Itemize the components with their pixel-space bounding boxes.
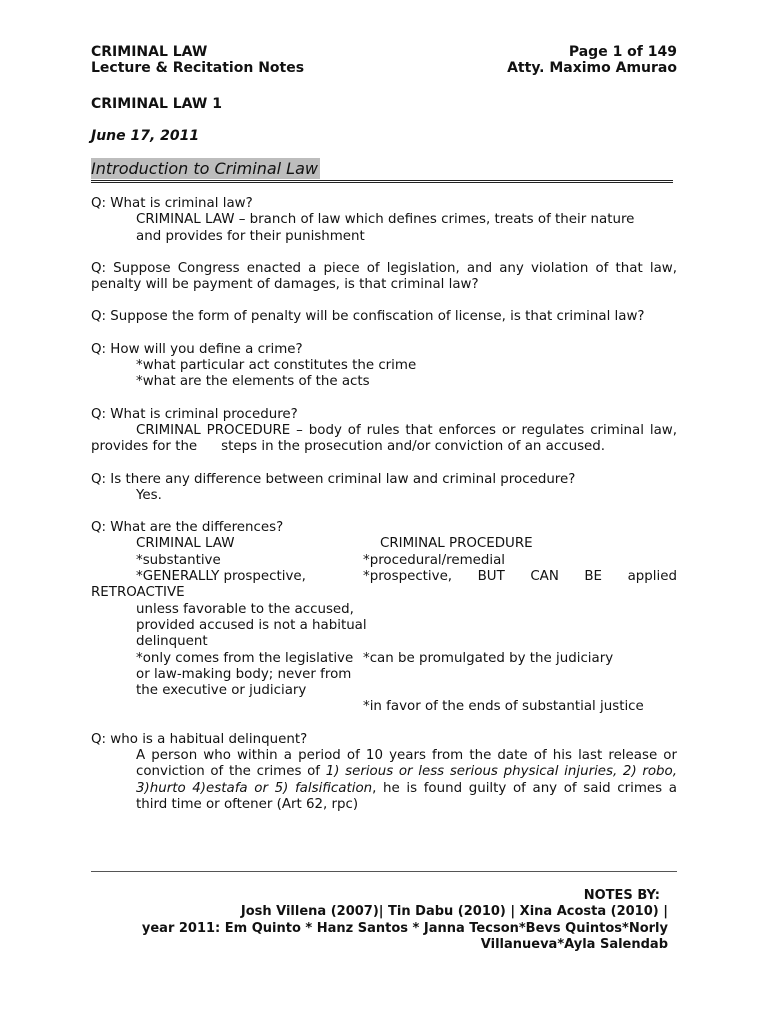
answer-line: CRIMINAL LAW – branch of law which defines crimes, treats of their nature [136,212,635,228]
contributors-line: year 2011: Em Quinto * Hanz Santos * Janna Tecson*Bevs Quintos*Norly [141,920,668,936]
answer-fragment: provides for the [91,439,198,455]
answer-line: CRIMINAL PROCEDURE – body of rules that enforces or regulates criminal law, [136,422,677,438]
comparison-table [91,536,677,715]
column-heading: CRIMINAL PROCEDURE [380,536,533,552]
criminal-law-cell: provided accused is not a habitual [136,617,367,633]
question: Q: Suppose Congress enacted a piece of legislation, and any violation of that law, [91,260,677,276]
question: Q: who is a habitual delinquent? [91,731,308,747]
question: Q: What is criminal procedure? [91,406,298,422]
criminal-law-cell: *only comes from the legislative [136,650,354,666]
lecture-date: June 17, 2011 [91,128,200,144]
word: applied [627,569,677,585]
header-course: CRIMINAL LAW [91,44,208,60]
criminal-law-cell: or law-making body; never from [136,666,352,682]
question: Q: How will you define a crime? [91,341,303,357]
criminal-procedure-cell [363,569,677,585]
answer-fragment-italic: 1) serious or less serious physical injuries, 2) robo, [325,764,677,780]
header-left [91,44,304,76]
word: BE [584,569,603,585]
notes-by-label: NOTES BY: [583,888,660,903]
answer-fragment-italic: 3)hurto 4)estafa or 5) falsification [136,780,373,796]
question: Q: Is there any difference between criminal law and criminal procedure? [91,471,576,487]
answer-line: A person who within a period of 10 years from the date of his last release or [136,748,677,764]
comparison-row [91,651,677,667]
answer-fragment: , he is found guilty of any of said crimes a [372,780,677,796]
answer-line: and provides for their punishment [136,228,365,244]
question: Q: What is criminal law? [91,196,253,211]
answer-line: *what are the elements of the acts [136,374,370,390]
word: *prospective, [363,569,453,585]
empty-cell [91,699,363,715]
criminal-law-cell: *GENERALLY prospective, [136,569,306,585]
contributors-line: Josh Villena (2007)| Tin Dabu (2010) | Xina Acosta (2010) | [240,904,668,920]
word: BUT [477,569,505,585]
criminal-law-cell: *substantive [136,552,221,568]
contributors-line: Villanueva*Ayla Salendab [480,936,668,952]
footer-divider [91,871,677,872]
question: Q: What are the differences? [91,520,284,536]
comparison-row [91,569,677,585]
answer-line [91,764,677,780]
header-right [507,44,677,76]
section-title: Introduction to Criminal Law [91,159,318,178]
section-heading [91,158,673,183]
header-author: Atty. Maximo Amurao [507,60,677,76]
header-subtitle: Lecture & Recitation Notes [91,60,305,76]
answer-line: third time or oftener (Art 62, rpc) [136,796,359,812]
criminal-procedure-cell: *in favor of the ends of substantial justice [363,699,644,715]
answer-fragment: conviction of the crimes of [136,764,326,780]
criminal-law-cell: delinquent [136,634,208,650]
word: CAN [530,569,559,585]
comparison-row [91,553,677,569]
criminal-procedure-cell: *can be promulgated by the judiciary [363,650,614,666]
answer-line: Yes. [136,487,162,503]
page-number: Page 1 of 149 [568,44,677,60]
footer-notes [108,888,668,953]
criminal-law-cell: CRIMINAL LAW [136,536,235,552]
answer-line [91,781,677,797]
comparison-row [91,536,677,552]
answer-line [91,439,677,455]
answer-fragment: steps in the prosecution and/or conviction of an accused. [221,439,606,455]
criminal-law-cell: unless favorable to the accused, [136,601,354,617]
comparison-row [91,699,677,715]
continuation-line: RETROACTIVE [91,585,185,601]
question: penalty will be payment of damages, is that criminal law? [91,277,479,293]
question: Q: Suppose the form of penalty will be confiscation of license, is that criminal law? [91,309,645,325]
criminal-procedure-cell: *procedural/remedial [363,552,506,568]
criminal-law-cell: the executive or judiciary [136,683,307,699]
criminal-procedure-cell [363,536,677,552]
course-title: CRIMINAL LAW 1 [91,96,222,112]
document-body [91,196,677,813]
answer-line: *what particular act constitutes the crime [136,358,417,374]
